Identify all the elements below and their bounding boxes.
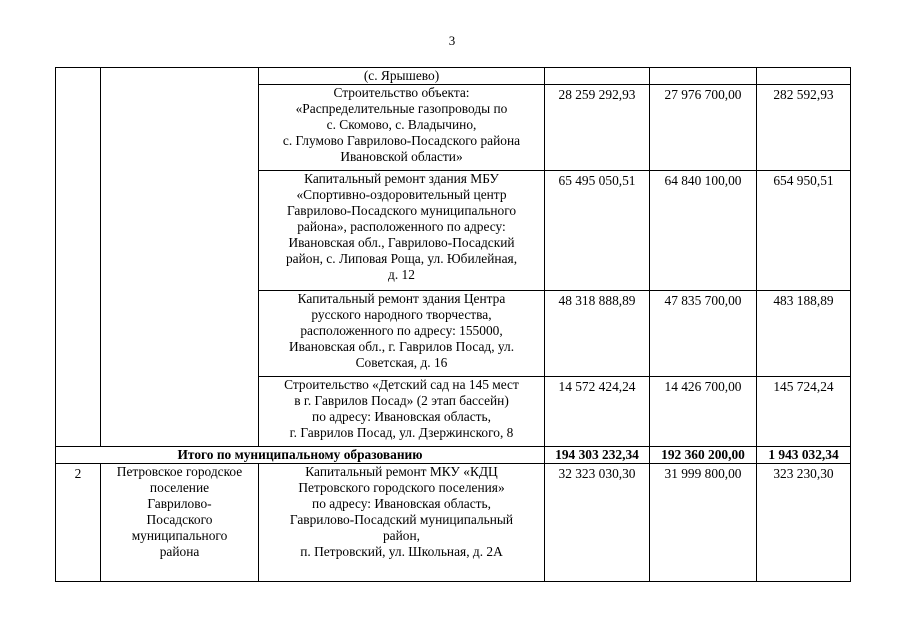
municipality-cell <box>101 68 259 447</box>
object-description: Строительство объекта: «Распределительные газопроводы по с. Скомово, с. Владычино, с. Глумово Гаврилово-Посадского района Ивановской области» <box>259 85 545 171</box>
value-total: 32 323 030,30 <box>545 464 650 582</box>
page-number: 3 <box>448 33 456 48</box>
municipality-cell: Петровское городское поселение Гаврилово- Посадского муниципального района <box>101 464 259 582</box>
object-description: (с. Ярышево) <box>259 68 545 85</box>
value-total: 28 259 292,93 <box>545 85 650 171</box>
value-regional: 14 426 700,00 <box>650 377 757 447</box>
value-total <box>545 68 650 85</box>
object-description: Капитальный ремонт здания МБУ «Спортивно-оздоровительный центр Гаврилово-Посадского муниципального района», расположенного по адресу: Ивановская обл., Гаврилово-Посадский район, с. Липовая Роща, ул. Юбилейная, д. 12 <box>259 171 545 291</box>
table-row <box>56 464 851 582</box>
total-value-regional: 192 360 200,00 <box>650 447 757 464</box>
number-cell <box>56 68 101 447</box>
total-label: Итого по муниципальному образованию <box>56 447 545 464</box>
value-local: 654 950,51 <box>757 171 851 291</box>
value-regional: 31 999 800,00 <box>650 464 757 582</box>
value-local <box>757 68 851 85</box>
value-local: 483 188,89 <box>757 291 851 377</box>
total-value-total: 194 303 232,34 <box>545 447 650 464</box>
value-total: 65 495 050,51 <box>545 171 650 291</box>
budget-table <box>55 67 851 582</box>
value-regional: 47 835 700,00 <box>650 291 757 377</box>
value-total: 48 318 888,89 <box>545 291 650 377</box>
object-description: Капитальный ремонт здания Центра русского народного творчества, расположенного по адресу: 155000, Ивановская обл., г. Гаврилов Посад, ул. Советская, д. 16 <box>259 291 545 377</box>
value-local: 323 230,30 <box>757 464 851 582</box>
total-row <box>56 447 851 464</box>
value-regional: 64 840 100,00 <box>650 171 757 291</box>
value-local: 145 724,24 <box>757 377 851 447</box>
value-local: 282 592,93 <box>757 85 851 171</box>
table-row <box>56 68 851 85</box>
value-regional <box>650 68 757 85</box>
object-description: Строительство «Детский сад на 145 мест в г. Гаврилов Посад» (2 этап бассейн) по адресу: Ивановская область, г. Гаврилов Посад, ул. Дзержинского, 8 <box>259 377 545 447</box>
total-value-local: 1 943 032,34 <box>757 447 851 464</box>
value-regional: 27 976 700,00 <box>650 85 757 171</box>
object-description: Капитальный ремонт МКУ «КДЦ Петровского городского поселения» по адресу: Ивановская область, Гаврилово-Посадский муниципальный район, п. Петровский, ул. Школьная, д. 2А <box>259 464 545 582</box>
value-total: 14 572 424,24 <box>545 377 650 447</box>
number-cell: 2 <box>56 464 101 582</box>
